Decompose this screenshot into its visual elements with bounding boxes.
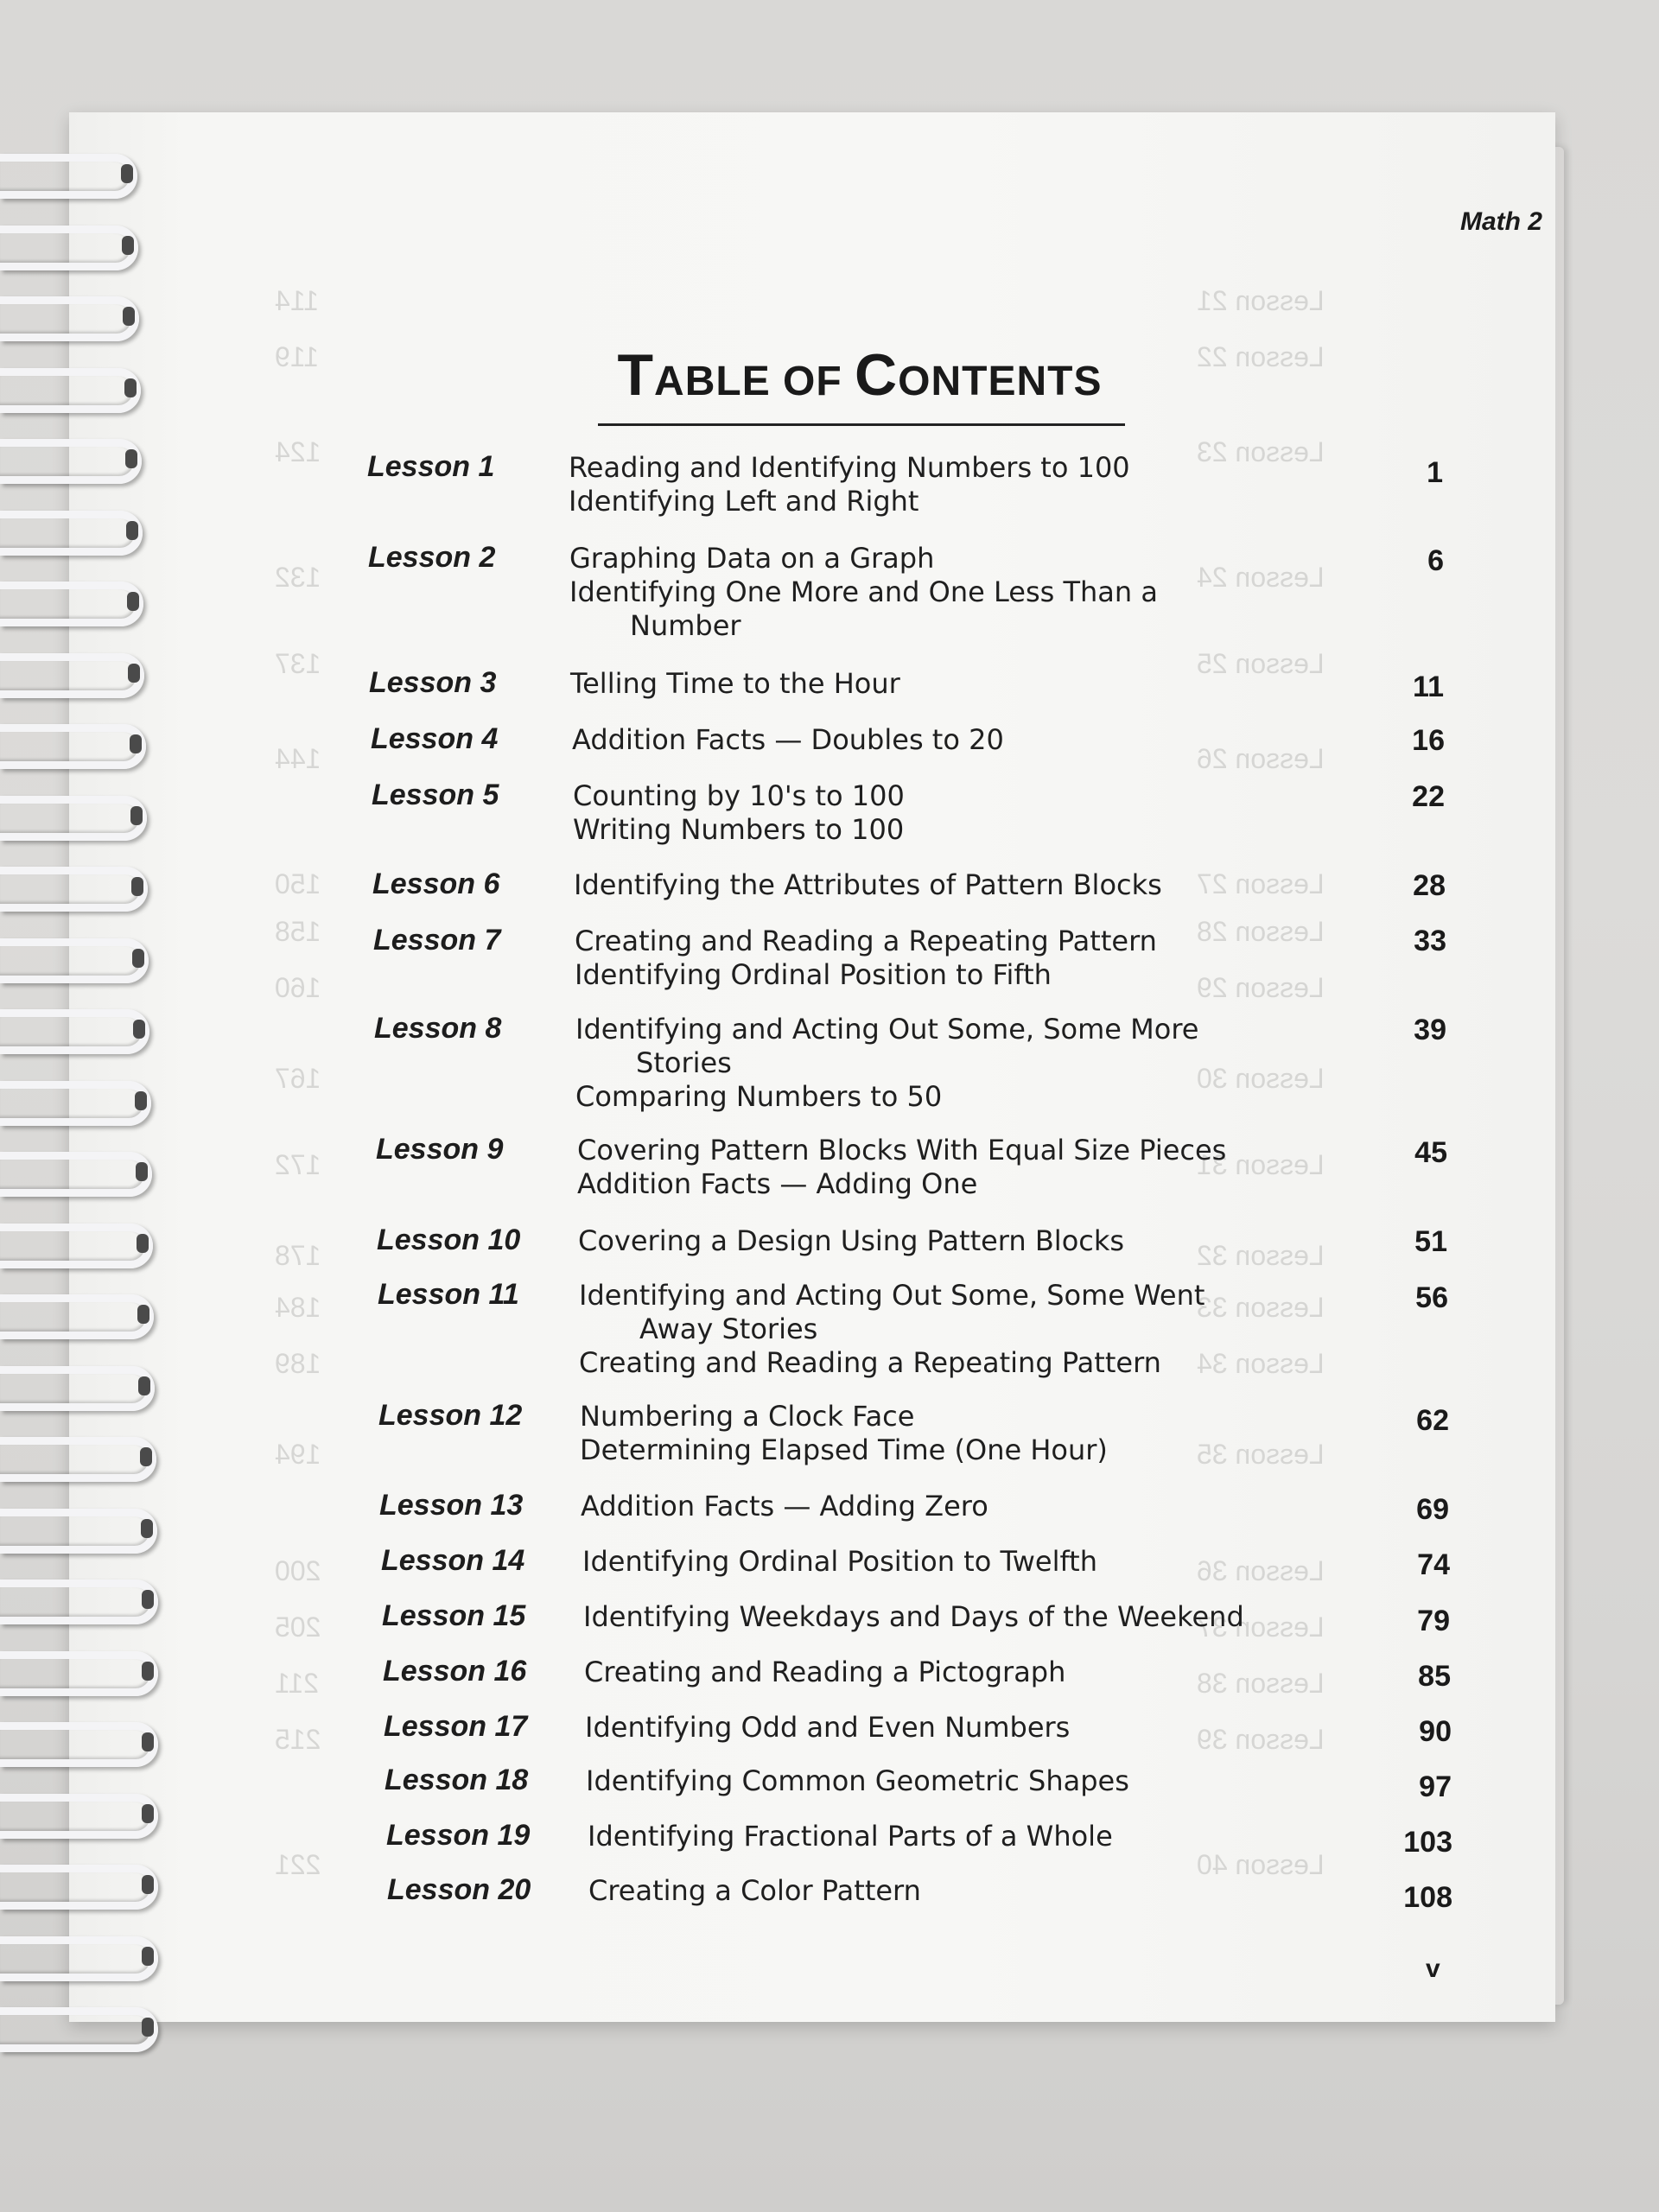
lesson-topic: Identifying Left and Right	[569, 485, 919, 518]
lesson-topics	[583, 1600, 1244, 1634]
lesson-topic: Identifying Ordinal Position to Fifth	[575, 958, 1052, 991]
lesson-page-number: 11	[1413, 671, 1444, 703]
lesson-page-number: 45	[1414, 1136, 1447, 1169]
show-through-page: 172	[275, 1149, 321, 1180]
lesson-page-number: 103	[1403, 1826, 1452, 1859]
lesson-topic: Identifying and Acting Out Some, Some More	[575, 1013, 1199, 1046]
show-through-page: 205	[275, 1611, 321, 1643]
lesson-page-number: 90	[1419, 1715, 1452, 1748]
show-through-page: 132	[275, 562, 321, 593]
show-through-lesson: Lesson 35	[1197, 1439, 1325, 1470]
show-through-lesson: Lesson 39	[1197, 1724, 1325, 1755]
lesson-label: Lesson 5	[372, 779, 499, 811]
show-through-page: 178	[275, 1240, 321, 1271]
lesson-label: Lesson 18	[385, 1764, 529, 1796]
lesson-label: Lesson 17	[384, 1710, 528, 1743]
show-through-page: 119	[275, 341, 320, 372]
lesson-topics	[588, 1820, 1113, 1853]
running-header: Math 2	[1459, 207, 1542, 236]
lesson-label: Lesson 14	[381, 1544, 525, 1577]
lesson-topic: Away Stories	[639, 1313, 818, 1345]
show-through-lesson: Lesson 28	[1197, 916, 1325, 947]
show-through-page: 124	[275, 436, 321, 467]
show-through-page: 150	[275, 868, 321, 899]
show-through-lesson: Lesson 36	[1197, 1555, 1325, 1586]
show-through-page: 114	[275, 285, 320, 316]
title-initial-t: T	[617, 342, 655, 408]
title-small-caps-1: ABLE OF	[654, 359, 855, 404]
lesson-topics	[582, 1545, 1097, 1579]
lesson-topic: Covering Pattern Blocks With Equal Size Pieces	[577, 1134, 1227, 1166]
show-through-page: 158	[275, 916, 321, 947]
lesson-label: Lesson 11	[378, 1278, 519, 1311]
show-through-page: 200	[275, 1555, 321, 1586]
lesson-topics	[581, 1490, 988, 1523]
lesson-page-number: 51	[1414, 1225, 1447, 1258]
show-through-page: 189	[275, 1348, 321, 1379]
lesson-page-number: 69	[1416, 1493, 1449, 1526]
lesson-topic: Covering a Design Using Pattern Blocks	[578, 1224, 1125, 1257]
lesson-topics	[572, 723, 1004, 757]
title-small-caps-2: ONTENTS	[898, 359, 1103, 404]
lesson-page-number: 85	[1418, 1660, 1451, 1693]
lesson-page-number: 97	[1419, 1770, 1452, 1803]
lesson-label: Lesson 7	[373, 924, 501, 957]
lesson-label: Lesson 10	[377, 1224, 521, 1256]
lesson-topic: Comparing Numbers to 50	[575, 1080, 943, 1113]
lesson-topic: Telling Time to the Hour	[570, 667, 900, 700]
show-through-page: 215	[275, 1724, 321, 1755]
lesson-label: Lesson 19	[386, 1819, 531, 1852]
show-through-lesson: Lesson 22	[1197, 341, 1325, 372]
lesson-topic: Addition Facts — Adding One	[577, 1167, 978, 1200]
lesson-topic: Numbering a Clock Face	[580, 1400, 915, 1433]
lesson-topics	[578, 1224, 1124, 1258]
show-through-page: 144	[275, 743, 321, 774]
lesson-page-number: 6	[1427, 544, 1444, 577]
lesson-label: Lesson 8	[374, 1012, 502, 1045]
lesson-page-number: 56	[1415, 1281, 1448, 1314]
show-through-lesson: Lesson 24	[1197, 562, 1325, 593]
show-through-lesson: Lesson 30	[1197, 1063, 1325, 1094]
lesson-topic: Identifying Weekdays and Days of the Weekend	[583, 1600, 1244, 1633]
lesson-topics	[569, 451, 1130, 518]
lesson-topics	[574, 868, 1162, 902]
lesson-topic: Identifying the Attributes of Pattern Blocks	[574, 868, 1162, 901]
lesson-page-number: 16	[1412, 724, 1445, 757]
lesson-topic: Identifying Odd and Even Numbers	[585, 1711, 1071, 1744]
lesson-topics	[584, 1656, 1065, 1689]
lesson-topic: Identifying One More and One Less Than a	[569, 575, 1158, 608]
show-through-lesson: Lesson 38	[1197, 1668, 1325, 1699]
lesson-label: Lesson 2	[368, 541, 496, 574]
lesson-topic: Identifying Common Geometric Shapes	[586, 1764, 1129, 1797]
lesson-topic: Creating and Reading a Repeating Pattern	[579, 1346, 1161, 1379]
lesson-topic: Identifying and Acting Out Some, Some Went	[579, 1279, 1205, 1312]
page-number: v	[1426, 1955, 1440, 1983]
lesson-topics	[570, 667, 900, 701]
show-through-lesson: Lesson 34	[1197, 1348, 1325, 1379]
lesson-label: Lesson 6	[372, 868, 500, 900]
lesson-topic: Identifying Fractional Parts of a Whole	[588, 1820, 1113, 1853]
lesson-page-number: 62	[1416, 1404, 1449, 1437]
lesson-topics	[575, 925, 1157, 992]
lesson-topic: Number	[630, 609, 741, 642]
lesson-label: Lesson 15	[382, 1599, 526, 1632]
lesson-page-number: 33	[1414, 925, 1446, 957]
lesson-topic: Determining Elapsed Time (One Hour)	[580, 1433, 1108, 1466]
show-through-lesson: Lesson 31	[1197, 1149, 1325, 1180]
lesson-page-number: 22	[1412, 780, 1445, 813]
show-through-page: 160	[275, 972, 321, 1003]
lesson-topic: Writing Numbers to 100	[573, 813, 905, 846]
lesson-label: Lesson 4	[371, 722, 499, 755]
lesson-page-number: 1	[1427, 456, 1443, 489]
show-through-lesson: Lesson 40	[1197, 1849, 1325, 1880]
lesson-topic: Addition Facts — Adding Zero	[581, 1490, 988, 1522]
lesson-topics	[579, 1279, 1205, 1380]
lesson-page-number: 28	[1413, 869, 1446, 902]
page-title	[596, 341, 1123, 409]
show-through-lesson: Lesson 33	[1197, 1292, 1325, 1323]
lesson-label: Lesson 3	[369, 666, 497, 699]
show-through-page: 137	[275, 648, 321, 679]
lesson-label: Lesson 9	[376, 1133, 504, 1166]
show-through-lesson: Lesson 37	[1197, 1611, 1325, 1643]
show-through-lesson: Lesson 26	[1197, 743, 1325, 774]
show-through-lesson: Lesson 23	[1197, 436, 1325, 467]
lesson-topic: Graphing Data on a Graph	[569, 542, 935, 575]
lesson-topics	[569, 542, 1158, 643]
show-through-lesson: Lesson 21	[1197, 285, 1325, 316]
show-through-lesson: Lesson 29	[1197, 972, 1325, 1003]
lesson-topics	[586, 1764, 1129, 1798]
lesson-label: Lesson 20	[387, 1873, 531, 1906]
lesson-page-number: 39	[1414, 1014, 1446, 1046]
lesson-topic: Reading and Identifying Numbers to 100	[569, 451, 1130, 484]
show-through-page: 221	[275, 1849, 321, 1880]
show-through-page: 211	[275, 1668, 320, 1699]
show-through-page: 167	[275, 1063, 321, 1094]
show-through-lesson: Lesson 25	[1197, 648, 1325, 679]
lesson-topics	[577, 1134, 1226, 1201]
lesson-topics	[585, 1711, 1070, 1745]
lesson-label: Lesson 12	[378, 1399, 523, 1432]
lesson-topic: Identifying Ordinal Position to Twelfth	[582, 1545, 1097, 1578]
lesson-label: Lesson 1	[367, 450, 495, 483]
lesson-topics	[575, 1013, 1198, 1114]
lesson-page-number: 79	[1417, 1605, 1450, 1637]
lesson-page-number: 108	[1403, 1881, 1452, 1914]
lesson-topic: Creating and Reading a Pictograph	[584, 1656, 1066, 1688]
lesson-label: Lesson 13	[379, 1489, 524, 1522]
lesson-topics	[580, 1400, 1108, 1467]
title-initial-c: C	[855, 342, 899, 408]
lesson-label: Lesson 16	[383, 1655, 527, 1688]
lesson-topic: Creating a Color Pattern	[588, 1874, 921, 1907]
show-through-page: 194	[275, 1439, 321, 1470]
show-through-lesson: Lesson 27	[1197, 868, 1325, 899]
lesson-topics	[588, 1874, 921, 1908]
lesson-topic: Counting by 10's to 100	[573, 779, 905, 812]
lesson-page-number: 74	[1417, 1548, 1450, 1581]
lesson-topic: Stories	[636, 1046, 732, 1079]
show-through-lesson: Lesson 32	[1197, 1240, 1325, 1271]
lesson-topic: Creating and Reading a Repeating Pattern	[575, 925, 1157, 957]
show-through-page: 184	[275, 1292, 321, 1323]
lesson-topics	[573, 779, 905, 847]
lesson-topic: Addition Facts — Doubles to 20	[572, 723, 1004, 756]
title-underline	[598, 423, 1125, 426]
